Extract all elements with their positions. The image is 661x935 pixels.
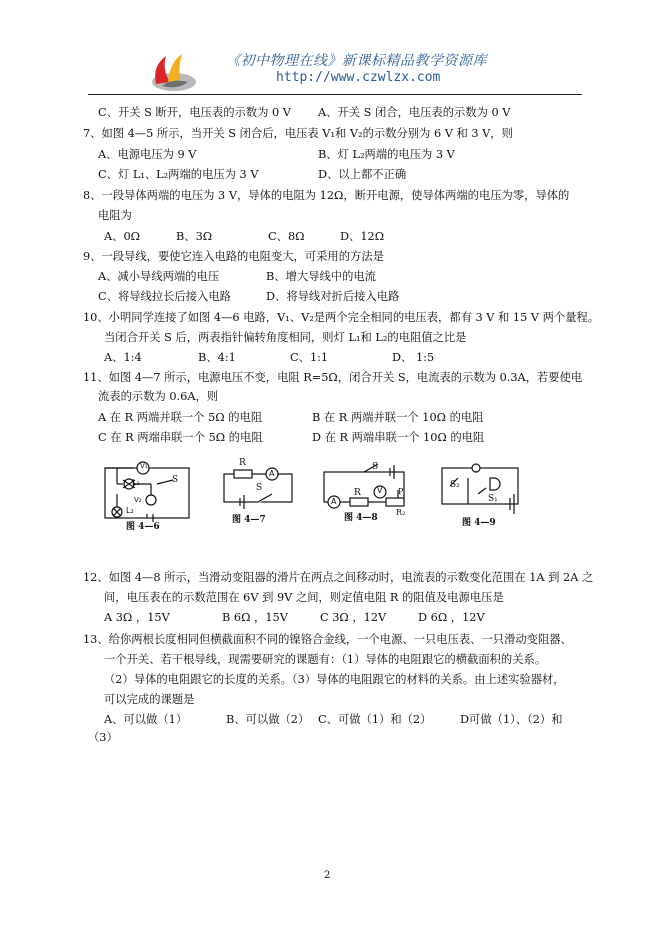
text-line: D 6Ω ，12V bbox=[418, 611, 485, 624]
text-line: 9、一段导线，要使它连入电路的电阻变大，可采用的方法是 bbox=[83, 250, 384, 263]
text-line: 10、小明同学连接了如图 4—6 电路，V₁、V₂是两个完全相同的电压表，都有 3 V 和 15 V 两个量程。 bbox=[83, 311, 600, 324]
figure-4-6-label-s: S bbox=[172, 475, 179, 485]
text-line: B 6Ω ，15V bbox=[222, 611, 288, 624]
text-line: A、电源电压为 9 V bbox=[98, 148, 197, 161]
figure-4-6-label-v1: V₁ bbox=[140, 462, 148, 470]
text-line: （2）导体的电阻跟它的长度的关系。（3）导体的电阻跟它的材料的关系。由上述实验器材， bbox=[104, 673, 565, 686]
header-title: 《初中物理在线》新课标精品教学资源库 bbox=[226, 53, 487, 69]
text-line: D、12Ω bbox=[340, 230, 385, 243]
text-line: A、开关 S 闭合，电压表的示数为 0 V bbox=[318, 106, 511, 119]
text-line: 流表的示数为 0.6A，则 bbox=[98, 390, 219, 403]
text-line: C 3Ω ，12V bbox=[320, 611, 387, 624]
text-line: C、将导线拉长后接入电路 bbox=[98, 290, 231, 303]
text-line: 间，电压表在的示数范围在 6V 到 9V 之间，则定值电阻 R 的阻值及电源电压是 bbox=[104, 591, 504, 604]
text-line: A、减小导线两端的电压 bbox=[98, 270, 220, 283]
header-divider bbox=[88, 94, 582, 95]
text-line: B、4:1 bbox=[198, 351, 236, 364]
text-line: C、开关 S 断开，电压表的示数为 0 V bbox=[98, 106, 291, 119]
text-line: C 在 R 两端串联一个 5Ω 的电阻 bbox=[98, 431, 263, 444]
text-line: A 3Ω ，15V bbox=[104, 611, 170, 624]
page-number: 2 bbox=[324, 870, 331, 881]
text-line: C、8Ω bbox=[268, 230, 305, 243]
figure-4-6-label-l2: L₂ bbox=[126, 506, 134, 515]
publisher-logo bbox=[148, 48, 198, 94]
text-line: C、1:1 bbox=[290, 351, 329, 364]
text-line: 电阻为 bbox=[98, 209, 132, 222]
text-line: B、灯 L₂两端的电压为 3 V bbox=[318, 148, 455, 161]
text-line: B 在 R 两端并联一个 10Ω 的电阻 bbox=[312, 411, 484, 424]
text-line: 8、一段导体两端的电压为 3 V，导体的电阻为 12Ω，断开电源，使导体两端的电压为零，导体的 bbox=[83, 189, 570, 202]
text-line: D、 1:5 bbox=[392, 351, 435, 364]
text-line: 7、如图 4—5 所示，当开关 S 闭合后，电压表 V₁和 V₂的示数分别为 6 V 和 3 V，则 bbox=[83, 127, 513, 140]
text-line: A、可以做（1） bbox=[104, 713, 188, 726]
text-line: B、增大导线中的电流 bbox=[266, 270, 376, 283]
text-line: 13、给你两根长度相同但横截面积不同的镍铬合金线，一个电源、一只电压表、一只滑动变阻器、 bbox=[83, 633, 572, 646]
figure-4-9-label-s2: S₂ bbox=[450, 480, 460, 490]
text-line: 一个开关、若干根导线，现需要研究的课题有：（1）导体的电阻跟它的横截面积的关系。 bbox=[104, 653, 547, 666]
text-line: D、将导线对折后接入电路 bbox=[266, 290, 400, 303]
text-line: A、1:4 bbox=[104, 351, 142, 364]
text-line: A 在 R 两端并联一个 5Ω 的电阻 bbox=[98, 411, 263, 424]
figure-4-9-label-s1: S₁ bbox=[488, 494, 498, 504]
figure-4-8-label-p: P bbox=[398, 487, 404, 496]
text-line: D可做（1）、（2）和 bbox=[460, 713, 563, 726]
figure-4-7-label-r: R bbox=[239, 458, 246, 468]
text-line: A、0Ω bbox=[104, 230, 141, 243]
text-line: 11、如图 4—7 所示，电源电压不变，电阻 R=5Ω，闭合开关 S，电流表的示数为 0.3A，若要使电 bbox=[83, 371, 583, 384]
text-line: 当闭合开关 S 后，两表指针偏转角度相同，则灯 L₁和 L₂的电阻值之比是 bbox=[104, 331, 467, 344]
text-line: D 在 R 两端串联一个 10Ω 的电阻 bbox=[312, 431, 485, 444]
text-line: B、可以做（2） bbox=[226, 713, 310, 726]
text-line: D、以上都不正确 bbox=[318, 168, 407, 181]
figure-4-7-caption: 图 4—7 bbox=[232, 515, 266, 525]
figure-4-8-label-s: S bbox=[372, 462, 379, 472]
text-line: （3） bbox=[88, 731, 118, 744]
figure-4-8-label-r2: R₂ bbox=[396, 508, 406, 517]
header-url[interactable]: http://www.czwlzx.com bbox=[276, 70, 441, 85]
figure-4-6-label-l1: L₁ bbox=[132, 478, 140, 487]
figure-4-9-caption: 图 4—9 bbox=[462, 518, 496, 528]
figure-4-7-label-a: A bbox=[269, 469, 275, 478]
text-line: 可以完成的课题是 bbox=[104, 693, 195, 706]
figure-4-9 bbox=[438, 462, 528, 518]
text-line: C、可做（1）和（2） bbox=[318, 713, 432, 726]
text-line: 12、如图 4—8 所示，当滑动变阻器的滑片在两点之间移动时，电流表的示数变化范围在 1A 到 2A 之 bbox=[83, 571, 594, 584]
figure-4-6-caption: 图 4—6 bbox=[126, 522, 160, 532]
figure-4-6-label-v2: V₂ bbox=[134, 496, 142, 504]
figure-4-8-label-r: R bbox=[354, 488, 361, 498]
figure-4-8-label-a: A bbox=[331, 497, 337, 506]
figure-4-8-label-v: V bbox=[377, 486, 383, 495]
figure-4-8-caption: 图 4—8 bbox=[344, 513, 378, 523]
text-line: C、灯 L₁、L₂两端的电压为 3 V bbox=[98, 168, 259, 181]
text-line: B、3Ω bbox=[176, 230, 213, 243]
figure-4-7-label-s: S bbox=[256, 483, 263, 493]
